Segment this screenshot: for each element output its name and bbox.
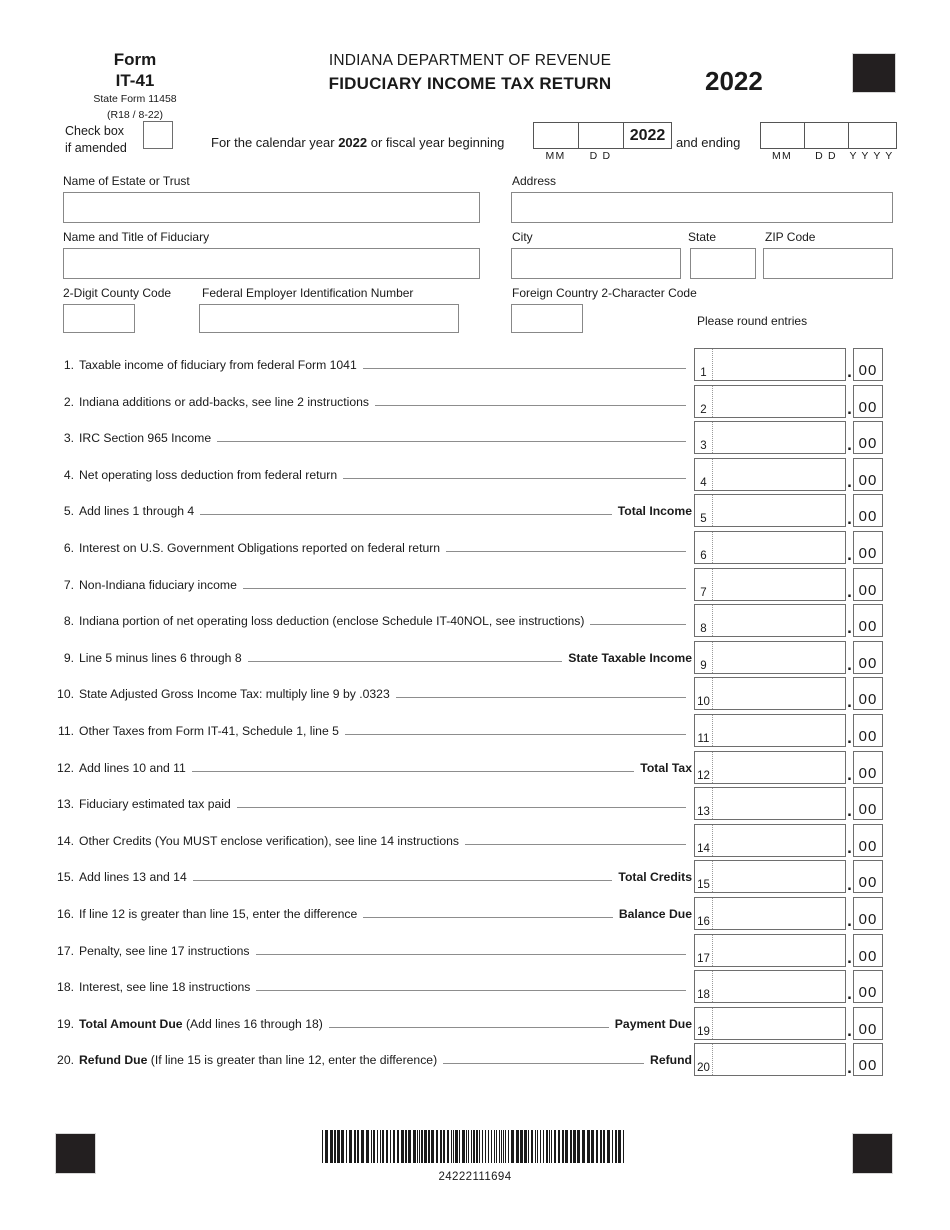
foreign-country-code-label: Foreign Country 2-Character Code: [512, 286, 697, 300]
leader-line-8: [590, 624, 686, 625]
line-number-11: 11.: [57, 724, 74, 738]
amount-input-15[interactable]: [694, 860, 846, 893]
begin-yyyy-label: [623, 150, 670, 162]
address-input[interactable]: [511, 192, 893, 223]
line-number-18: 18.: [57, 980, 74, 995]
decimal-point-1: .: [847, 362, 852, 382]
line-item-14: [52, 834, 692, 858]
line-item-7: [52, 578, 692, 602]
form-identifier-block: [50, 50, 220, 123]
line-label-13: Fiduciary estimated tax paid: [79, 797, 231, 812]
cents-box-11: 00: [853, 714, 883, 747]
line-label-4: Net operating loss deduction from federal return: [79, 467, 338, 482]
registration-mark-bottom-left: [55, 1133, 96, 1174]
amount-input-13[interactable]: [694, 787, 846, 820]
amount-input-14[interactable]: [694, 824, 846, 857]
amended-label: [65, 123, 127, 157]
decimal-point-14: .: [847, 837, 852, 857]
registration-mark-bottom-right: [852, 1133, 893, 1174]
amount-box-number-6: 6: [695, 532, 713, 563]
begin-month-input[interactable]: [534, 123, 579, 148]
line-label-bold-20: Refund Due: [79, 1053, 148, 1068]
decimal-point-2: .: [847, 398, 852, 418]
leader-line-16: [363, 917, 613, 918]
form-number: IT-41: [115, 70, 155, 90]
cents-box-17: 00: [853, 934, 883, 967]
line-label-1: Taxable income of fiduciary from federal Form 1041: [79, 358, 357, 372]
decimal-point-7: .: [847, 581, 852, 601]
amount-row-17: [694, 934, 883, 967]
address-label: Address: [512, 174, 557, 188]
barcode-image: [322, 1130, 628, 1163]
line-number-15: 15.: [57, 870, 74, 885]
decimal-point-13: .: [847, 801, 852, 821]
amount-input-2[interactable]: [694, 385, 846, 418]
line-item-15: [52, 870, 692, 894]
line-tag-9: State Taxable Income: [568, 650, 692, 665]
leader-line-14: [465, 844, 686, 845]
state-form-number: State Form 11458: [93, 93, 177, 106]
amount-row-9: [694, 641, 883, 674]
amount-input-3[interactable]: [694, 421, 846, 454]
fein-label: Federal Employer Identification Number: [202, 286, 414, 300]
line-label-10: State Adjusted Gross Income Tax: multiply line 9 by .0323: [79, 687, 390, 702]
line-label-5: Add lines 1 through 4: [79, 504, 195, 519]
amount-box-number-1: 1: [695, 349, 713, 380]
form-revision: (R18 / 8-22): [106, 109, 164, 122]
amended-label-line2: if amended: [65, 140, 127, 155]
begin-dd-label: D D: [589, 150, 612, 162]
line-label-17: Penalty, see line 17 instructions: [79, 943, 250, 958]
decimal-point-9: .: [847, 654, 852, 674]
end-dd-label: D D: [815, 150, 837, 162]
amount-box-number-19: 19: [695, 1008, 713, 1039]
amount-row-13: [694, 787, 883, 820]
line-label-16: If line 12 is greater than line 15, enter the difference: [79, 907, 358, 921]
cents-box-6: 00: [853, 531, 883, 564]
leader-line-17: [256, 954, 687, 955]
end-year-input[interactable]: [849, 123, 896, 148]
amount-box-number-16: 16: [695, 898, 713, 929]
decimal-point-20: .: [847, 1057, 852, 1077]
leader-line-7: [243, 588, 686, 589]
amount-row-15: [694, 860, 883, 893]
leader-line-19: [329, 1027, 609, 1028]
form-word: Form: [113, 50, 157, 69]
decimal-point-19: .: [847, 1020, 852, 1040]
amount-box-number-17: 17: [695, 935, 713, 966]
line-item-10: [52, 687, 692, 711]
barcode-number: 24222111694: [438, 1171, 512, 1183]
amount-input-9[interactable]: [694, 641, 846, 674]
zip-input[interactable]: [763, 248, 893, 279]
city-label: City: [512, 230, 533, 244]
leader-line-18: [256, 990, 686, 991]
line-item-20: [52, 1053, 692, 1077]
decimal-point-10: .: [847, 691, 852, 711]
cents-box-3: 00: [853, 421, 883, 454]
amount-input-10[interactable]: [694, 677, 846, 710]
fiscal-year-text: [211, 135, 504, 150]
amount-box-number-11: 11: [695, 715, 713, 746]
line-label-2: Indiana additions or add-backs, see line 2 instructions: [79, 394, 369, 409]
amount-input-7[interactable]: [694, 568, 846, 601]
amount-box-number-18: 18: [695, 971, 713, 1002]
fein-input[interactable]: [199, 304, 459, 333]
decimal-point-5: .: [847, 508, 852, 528]
decimal-point-12: .: [847, 764, 852, 784]
amount-box-number-10: 10: [695, 678, 713, 709]
decimal-point-17: .: [847, 947, 852, 967]
end-date-labels: [760, 150, 895, 162]
fiscal-year-prefix-a: For the calendar year: [211, 135, 339, 150]
amount-row-1: [694, 348, 883, 381]
decimal-point-4: .: [847, 471, 852, 491]
line-label-20: [79, 1053, 437, 1067]
amount-box-number-14: 14: [695, 825, 713, 856]
line-label-8: Indiana portion of net operating loss deduction (enclose Schedule IT-40NOL, see instructions): [79, 614, 585, 629]
name-of-estate-input[interactable]: [63, 192, 480, 223]
decimal-point-15: .: [847, 874, 852, 894]
leader-line-20: [443, 1063, 644, 1064]
line-label-7: Non-Indiana fiduciary income: [79, 577, 237, 592]
line-number-19: 19.: [57, 1016, 74, 1031]
amount-input-17[interactable]: [694, 934, 846, 967]
line-number-2: 2.: [63, 394, 74, 409]
cents-box-19: 00: [853, 1007, 883, 1040]
line-label-rest-20: (If line 15 is greater than line 12, enter the difference): [147, 1053, 438, 1068]
form-title-block: [255, 52, 685, 94]
cents-box-4: 00: [853, 458, 883, 491]
cents-box-10: 00: [853, 677, 883, 710]
begin-date-labels: [533, 150, 670, 162]
cents-box-8: 00: [853, 604, 883, 637]
cents-box-20: 00: [853, 1043, 883, 1076]
and-ending-label: and ending: [676, 135, 741, 150]
line-number-12: 12.: [57, 760, 74, 775]
line-item-6: [52, 541, 692, 565]
line-item-3: [52, 431, 692, 455]
line-item-17: [52, 944, 692, 968]
amount-box-number-3: 3: [695, 422, 713, 453]
line-tag-5: Total Income: [617, 504, 692, 519]
line-label-15: Add lines 13 and 14: [79, 870, 187, 885]
leader-line-4: [343, 478, 686, 479]
amount-row-6: [694, 531, 883, 564]
line-label-11: Other Taxes from Form IT-41, Schedule 1, line 5: [79, 724, 339, 738]
begin-day-input[interactable]: [579, 123, 624, 148]
line-item-16: [52, 907, 692, 931]
end-yyyy-label: Y Y Y Y: [849, 150, 894, 162]
leader-line-15: [193, 880, 613, 881]
line-tag-12: Total Tax: [640, 760, 692, 775]
amount-box-number-4: 4: [695, 459, 713, 490]
cents-box-2: 00: [853, 385, 883, 418]
amount-box-number-7: 7: [695, 569, 713, 600]
line-item-2: [52, 395, 692, 419]
amount-box-number-8: 8: [695, 605, 713, 636]
line-number-16: 16.: [57, 907, 74, 921]
zip-label: ZIP Code: [765, 230, 816, 244]
end-month-input[interactable]: [761, 123, 805, 148]
line-item-11: [52, 724, 692, 748]
leader-line-3: [217, 441, 686, 442]
leader-line-11: [345, 734, 686, 735]
cents-box-1: 00: [853, 348, 883, 381]
line-label-bold-19: Total Amount Due: [79, 1016, 183, 1031]
name-of-estate-label: Name of Estate or Trust: [63, 174, 190, 188]
amount-row-14: [694, 824, 883, 857]
begin-mm-label: MM: [545, 150, 566, 162]
line-number-13: 13.: [57, 797, 74, 812]
line-item-5: [52, 504, 692, 528]
line-number-9: 9.: [63, 650, 74, 665]
leader-line-9: [248, 661, 563, 662]
round-entries-note: Please round entries: [697, 314, 808, 328]
fiscal-year-calendar-year: 2022: [338, 135, 368, 150]
cents-box-13: 00: [853, 787, 883, 820]
leader-line-1: [363, 368, 686, 369]
begin-year-input[interactable]: 2022: [629, 126, 666, 144]
department-name: INDIANA DEPARTMENT OF REVENUE: [328, 52, 612, 69]
line-number-7: 7.: [63, 577, 74, 592]
amount-row-8: [694, 604, 883, 637]
leader-line-2: [375, 405, 686, 406]
amount-input-6[interactable]: [694, 531, 846, 564]
amended-checkbox[interactable]: [143, 121, 173, 149]
line-label-18: Interest, see line 18 instructions: [79, 980, 251, 995]
cents-box-18: 00: [853, 970, 883, 1003]
line-label-rest-19: (Add lines 16 through 18): [182, 1016, 323, 1031]
tax-year: 2022: [705, 66, 763, 96]
amount-row-2: [694, 385, 883, 418]
decimal-point-8: .: [847, 618, 852, 638]
amount-row-11: [694, 714, 883, 747]
amount-row-20: [694, 1043, 883, 1076]
amount-input-20[interactable]: [694, 1043, 846, 1076]
amount-input-16[interactable]: [694, 897, 846, 930]
line-tag-16: Balance Due: [618, 907, 692, 921]
amount-input-1[interactable]: [694, 348, 846, 381]
line-tag-15: Total Credits: [618, 870, 692, 885]
leader-line-10: [396, 697, 686, 698]
county-code-input[interactable]: [63, 304, 135, 333]
cents-box-9: 00: [853, 641, 883, 674]
line-number-4: 4.: [63, 467, 74, 482]
amount-box-number-13: 13: [695, 788, 713, 819]
line-item-9: [52, 651, 692, 675]
line-tag-20: Refund: [650, 1053, 692, 1068]
line-label-12: Add lines 10 and 11: [79, 760, 186, 775]
cents-box-7: 00: [853, 568, 883, 601]
line-label-14: Other Credits (You MUST enclose verification), see line 14 instructions: [79, 833, 460, 848]
line-number-17: 17.: [57, 943, 74, 958]
amount-input-11[interactable]: [694, 714, 846, 747]
end-day-input[interactable]: [805, 123, 849, 148]
cents-box-12: 00: [853, 751, 883, 784]
decimal-point-11: .: [847, 728, 852, 748]
fiduciary-name-label: Name and Title of Fiduciary: [63, 230, 210, 244]
line-label-19: [79, 1017, 323, 1031]
leader-line-6: [446, 551, 686, 552]
amount-row-3: [694, 421, 883, 454]
line-item-19: [52, 1017, 692, 1041]
state-input[interactable]: [690, 248, 756, 279]
amount-row-18: [694, 970, 883, 1003]
line-number-20: 20.: [57, 1053, 74, 1068]
fiduciary-name-input[interactable]: [63, 248, 480, 279]
line-item-4: [52, 468, 692, 492]
leader-line-13: [237, 807, 686, 808]
foreign-country-code-input[interactable]: [511, 304, 583, 333]
registration-mark-top-right: [852, 53, 896, 93]
leader-line-5: [200, 514, 612, 515]
amount-input-12[interactable]: [694, 751, 846, 784]
amount-row-19: [694, 1007, 883, 1040]
cents-box-16: 00: [853, 897, 883, 930]
line-item-18: [52, 980, 692, 1004]
amount-box-number-2: 2: [695, 386, 713, 417]
line-item-12: [52, 761, 692, 785]
page-title: FIDUCIARY INCOME TAX RETURN: [328, 74, 612, 93]
line-number-10: 10.: [57, 687, 74, 702]
amount-input-8[interactable]: [694, 604, 846, 637]
cents-box-14: 00: [853, 824, 883, 857]
line-number-6: 6.: [63, 541, 74, 555]
line-number-8: 8.: [63, 614, 74, 629]
amount-row-4: [694, 458, 883, 491]
amount-box-number-15: 15: [695, 861, 713, 892]
line-number-3: 3.: [63, 431, 74, 446]
line-item-13: [52, 797, 692, 821]
fiscal-year-prefix-b: or fiscal year beginning: [367, 135, 505, 150]
fiscal-year-end-date-group[interactable]: [760, 122, 897, 149]
line-label-9: Line 5 minus lines 6 through 8: [79, 650, 242, 665]
line-label-3: IRC Section 965 Income: [79, 431, 212, 446]
line-item-1: [52, 358, 692, 382]
decimal-point-6: .: [847, 545, 852, 565]
amount-row-7: [694, 568, 883, 601]
leader-line-12: [192, 771, 634, 772]
amount-input-19[interactable]: [694, 1007, 846, 1040]
amount-box-number-20: 20: [695, 1044, 713, 1075]
line-number-5: 5.: [63, 504, 74, 519]
cents-box-5: 00: [853, 494, 883, 527]
line-number-1: 1.: [63, 358, 74, 372]
amount-row-10: [694, 677, 883, 710]
city-input[interactable]: [511, 248, 681, 279]
decimal-point-18: .: [847, 984, 852, 1004]
county-code-label: 2-Digit County Code: [63, 286, 172, 300]
amount-box-number-9: 9: [695, 642, 713, 673]
amount-box-number-5: 5: [695, 495, 713, 526]
decimal-point-3: .: [847, 435, 852, 455]
cents-box-15: 00: [853, 860, 883, 893]
line-item-8: [52, 614, 692, 638]
barcode-block: [322, 1130, 628, 1183]
fiscal-year-begin-date-group[interactable]: [533, 122, 672, 149]
end-mm-label: MM: [772, 150, 792, 162]
decimal-point-16: .: [847, 911, 852, 931]
amount-row-5: [694, 494, 883, 527]
amount-row-12: [694, 751, 883, 784]
line-tag-19: Payment Due: [614, 1016, 692, 1031]
line-number-14: 14.: [57, 833, 74, 848]
amount-row-16: [694, 897, 883, 930]
line-label-6: Interest on U.S. Government Obligations reported on federal return: [79, 541, 441, 555]
amended-label-line1: Check box: [65, 124, 125, 138]
state-label: State: [688, 230, 717, 244]
amount-input-5[interactable]: [694, 494, 846, 527]
amount-input-4[interactable]: [694, 458, 846, 491]
amount-box-number-12: 12: [695, 752, 713, 783]
amount-input-18[interactable]: [694, 970, 846, 1003]
